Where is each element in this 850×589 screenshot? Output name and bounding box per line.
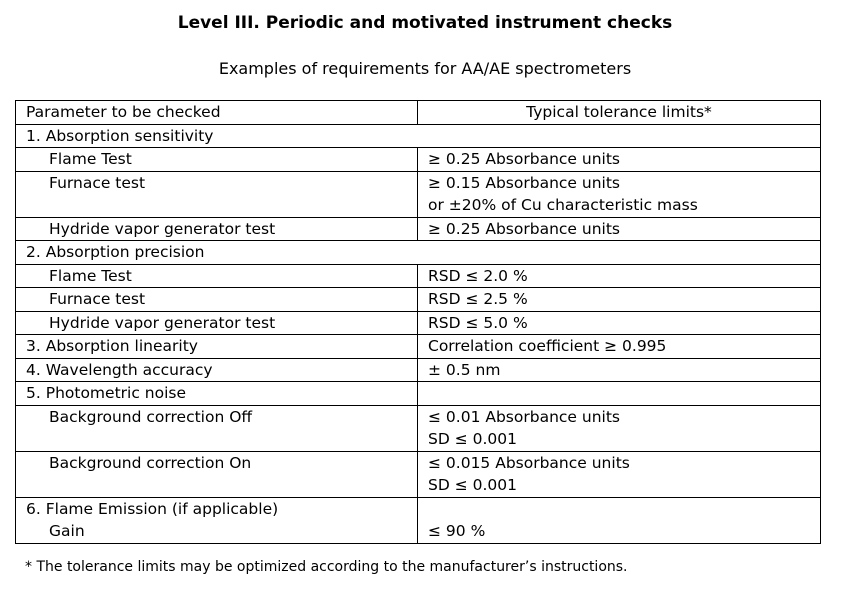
tolerance-line: ≤ 90 % [428,522,486,540]
tolerance-cell: ≥ 0.25 Absorbance units [418,217,821,241]
parameter-line: 6. Flame Emission (if applicable) [26,499,279,518]
header-parameter: Parameter to be checked [16,101,418,125]
parameter-cell [16,497,418,543]
parameter-cell: 4. Wavelength accuracy [16,358,418,382]
table-row [16,335,821,359]
parameter-cell: Background correction On [16,451,418,497]
parameter-cell: Hydride vapor generator test [16,217,418,241]
tolerance-line [428,498,820,521]
table-row [16,288,821,312]
tolerance-line: ≤ 0.015 Absorbance units [428,453,630,472]
section-label: 2. Absorption precision [16,241,821,265]
section-label: 1. Absorption sensitivity [16,124,821,148]
table-row [16,264,821,288]
table-row [16,405,821,451]
parameter-subline: Gain [49,522,85,540]
tolerance-cell [418,497,821,543]
tolerance-table [15,100,821,544]
table-row [16,311,821,335]
tolerance-cell: ≥ 0.25 Absorbance units [418,148,821,172]
table-row [16,241,821,265]
tolerance-cell: ± 0.5 nm [418,358,821,382]
tolerance-cell [418,451,821,497]
parameter-cell: Furnace test [16,288,418,312]
tolerance-line: ≥ 0.15 Absorbance units [428,173,620,192]
table-row [16,358,821,382]
document-title: Level III. Periodic and motivated instrument checks [177,13,673,33]
parameter-cell: Flame Test [16,148,418,172]
tolerance-cell: RSD ≤ 2.5 % [418,288,821,312]
header-tolerance: Typical tolerance limits* [418,101,821,125]
tolerance-cell [418,171,821,217]
tolerance-cell: RSD ≤ 5.0 % [418,311,821,335]
tolerance-line: or ±20% of Cu characteristic mass [428,196,698,214]
parameter-cell: 3. Absorption linearity [16,335,418,359]
table-row [16,451,821,497]
tolerance-cell [418,382,821,406]
parameter-cell: Flame Test [16,264,418,288]
tolerance-cell: RSD ≤ 2.0 % [418,264,821,288]
table-row [16,148,821,172]
table-row [16,124,821,148]
table-row [16,382,821,406]
table-row [16,171,821,217]
parameter-cell: Furnace test [16,171,418,217]
parameter-cell: Background correction Off [16,405,418,451]
table-row [16,497,821,543]
tolerance-line: ≤ 0.01 Absorbance units [428,407,620,426]
table-row [16,217,821,241]
tolerance-cell: Correlation coefficient ≥ 0.995 [418,335,821,359]
table-header-row [16,101,821,125]
footnote: * The tolerance limits may be optimized according to the manufacturer’s instructions. [25,559,628,575]
document-subtitle: Examples of requirements for AA/AE spectrometers [218,59,632,78]
tolerance-cell [418,405,821,451]
parameter-cell: 5. Photometric noise [16,382,418,406]
tolerance-line: SD ≤ 0.001 [428,430,517,448]
tolerance-line: SD ≤ 0.001 [428,476,517,494]
parameter-cell: Hydride vapor generator test [16,311,418,335]
